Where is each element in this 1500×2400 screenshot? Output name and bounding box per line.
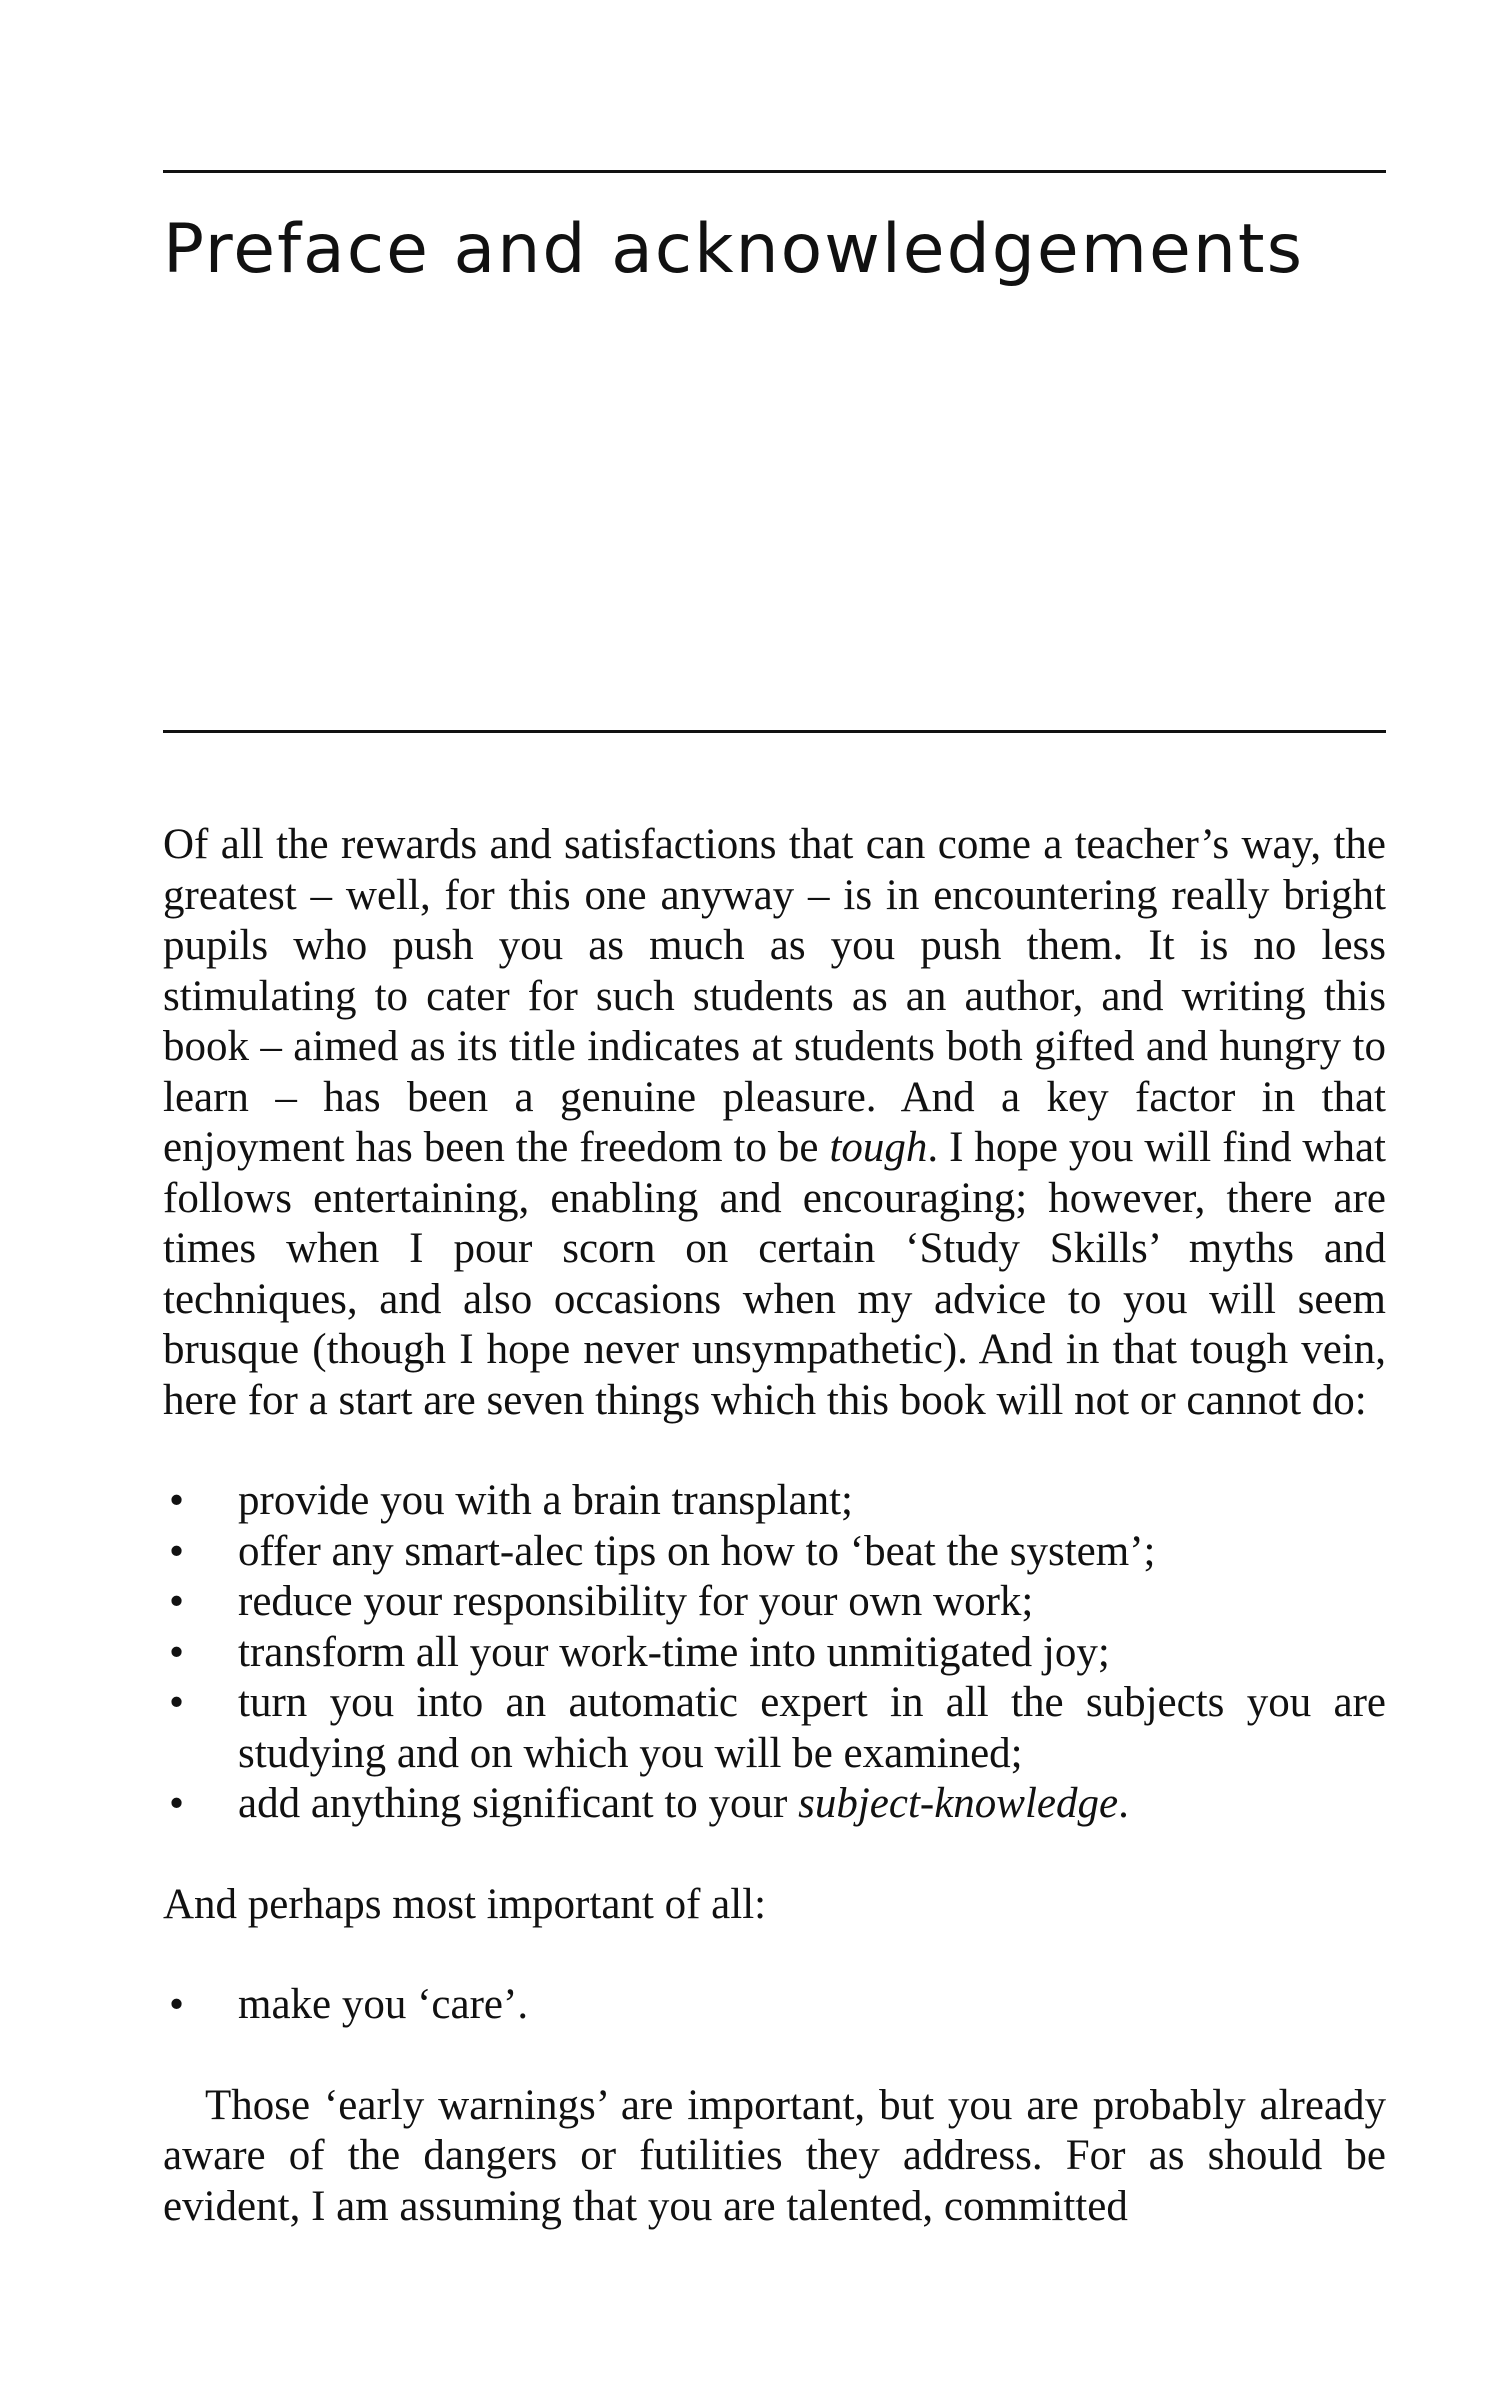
list-item-emphasis: subject-knowledge	[798, 1780, 1119, 1827]
list-item	[163, 1527, 1386, 1578]
intro-text-part1: Of all the rewards and satisfactions that can come a teacher’s way, the greatest – well, for this one anyway – is in encountering really bright pupils who push you as much as you push them. It is no less stimulating to cater for such students as an author, and writing this book – aimed as its title indicates at students both gifted and hungry to learn – has been a genuine pleasure. And a key factor in that enjoyment has been the freedom to be	[163, 821, 1386, 1171]
bullet-icon: •	[169, 1679, 185, 1726]
list-item	[163, 1476, 1386, 1527]
cannot-do-list	[163, 1476, 1386, 1830]
list-item-text: provide you with a brain transplant;	[238, 1477, 853, 1524]
spacer	[163, 1930, 1386, 1980]
list-item-text: turn you into an automatic expert in all the subjects you are studying and on which you will be examined;	[238, 1679, 1386, 1777]
spacer	[163, 1426, 1386, 1476]
list-item-text: transform all your work-time into unmitigated joy;	[238, 1628, 1110, 1676]
intro-paragraph	[163, 820, 1386, 1426]
list-item-text: make you ‘care’.	[238, 1981, 529, 2028]
closing-paragraph: Those ‘early warnings’ are important, but you are probably already aware of the dangers or futilities they address. For as should be evident, I am assuming that you are talented, committed	[163, 2081, 1386, 2230]
bullet-icon: •	[169, 1628, 185, 1676]
list-item-text: add anything significant to your	[238, 1780, 799, 1827]
intro-text-part2: . I hope you will find what follows entertaining, enabling and encouraging; however, there are times when I pour scorn on certain ‘Study Skills’ myths and techniques, and also occasions when my advice to you will seem brusque (though I hope never unsympathetic). And in that tough vein, here for a start are seven things which this book will not or cannot do:	[163, 1124, 1386, 1424]
list-item	[163, 1980, 1386, 2031]
bullet-icon: •	[169, 1578, 185, 1625]
list-item	[163, 1678, 1386, 1779]
final-list	[163, 1980, 1386, 2031]
spacer	[163, 2031, 1386, 2081]
transition-line: And perhaps most important of all:	[163, 1880, 767, 1928]
list-item	[163, 1779, 1386, 1830]
top-rule	[163, 170, 1386, 173]
bullet-icon: •	[169, 1477, 185, 1524]
list-item-text: reduce your responsibility for your own work;	[238, 1578, 1034, 1625]
title-bottom-rule	[163, 730, 1386, 733]
bullet-icon: •	[169, 1981, 185, 2028]
spacer	[163, 1830, 1386, 1880]
list-item	[163, 1577, 1386, 1628]
preface-body	[163, 820, 1386, 2232]
list-item-punctuation: .	[1118, 1780, 1129, 1827]
bullet-icon: •	[169, 1780, 185, 1827]
list-item-text: offer any smart-alec tips on how to ‘beat the system’;	[238, 1527, 1156, 1575]
bullet-icon: •	[169, 1527, 185, 1575]
intro-emphasis: tough	[829, 1124, 928, 1171]
page-title: Preface and acknowledgements	[163, 210, 1305, 289]
list-item	[163, 1628, 1386, 1679]
